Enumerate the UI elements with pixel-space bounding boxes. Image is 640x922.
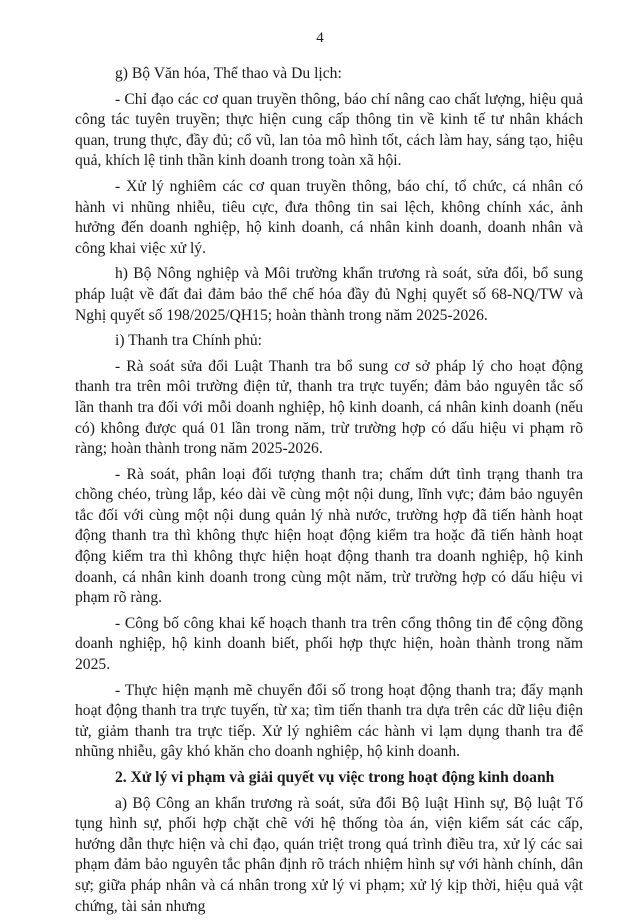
paragraph-h: h) Bộ Nông nghiệp và Môi trường khẩn trương rà soát, sửa đổi, bổ sung pháp luật về đất đai đảm bảo thể chế hóa đầy đủ Nghị quyết số 68-NQ/TW và Nghị quyết số 198/2025/QH15; hoàn thành trong năm 2025-2026. xyxy=(75,265,583,324)
paragraph-i-bullet-3: - Công bố công khai kế hoạch thanh tra trên cổng thông tin để cộng đồng doanh nghiệp, hộ kinh doanh biết, phối hợp thực hiện, hoàn thành trong năm 2025. xyxy=(75,614,583,674)
paragraph-g-heading: g) Bộ Văn hóa, Thể thao và Du lịch: xyxy=(115,65,342,82)
document-body xyxy=(75,64,583,922)
paragraph-i-bullet-1: - Rà soát sửa đổi Luật Thanh tra bổ sung cơ sở pháp lý cho hoạt động thanh tra trên môi trường điện tử, thanh tra trực tuyến; đảm bảo nguyên tắc số lần thanh tra đối với mỗi doanh nghiệp, hộ kinh doanh, cá nhân kinh doanh (nếu có) không được quá 01 lần trong năm, trừ trường hợp có dấu hiệu vi phạm rõ ràng; hoàn thành trong năm 2025-2026. xyxy=(75,357,583,458)
page-number: 4 xyxy=(316,30,324,46)
paragraph-g-bullet-2: - Xử lý nghiêm các cơ quan truyền thông, báo chí, tổ chức, cá nhân có hành vi nhũng nhiễu, tiêu cực, đưa thông tin sai lệch, không chính xác, ảnh hưởng đến doanh nghiệp, hộ kinh doanh, cá nhân kinh doanh, doanh nhân và công khai việc xử lý. xyxy=(75,177,583,257)
paragraph-i-heading: i) Thanh tra Chính phủ: xyxy=(115,332,262,350)
paragraph-i-bullet-2: - Rà soát, phân loại đối tượng thanh tra; chấm dứt tình trạng thanh tra chồng chéo, trùng lắp, kéo dài về cùng một nội dung, lĩnh vực; đảm bảo nguyên tắc đối với cùng một nội dung quản lý nhà nước, trường hợp đã tiến hành hoạt động thanh tra thì không thực hiện hoạt động kiểm tra hoặc đã tiến hành hoạt động kiểm tra thì không thực hiện hoạt động thanh tra doanh nghiệp, hộ kinh doanh, cá nhân kinh doanh trong cùng một năm, trừ trường hợp có dấu hiệu vi phạm rõ ràng. xyxy=(75,465,583,607)
section-2-heading: 2. Xử lý vi phạm và giải quyết vụ việc trong hoạt động kinh doanh xyxy=(115,769,555,786)
paragraph-2a: a) Bộ Công an khẩn trương rà soát, sửa đổi Bộ luật Hình sự, Bộ luật Tố tụng hình sự, phối hợp chặt chẽ với hệ thống tòa án, viện kiểm sát các cấp, hướng dẫn thực hiện và chỉ đạo, quán triệt trong quá trình điều tra, xử lý các sai phạm đảm bảo nguyên tắc phân định rõ trách nhiệm hình sự với hành chính, dân sự; giữa pháp nhân và cá nhân trong xử lý vi phạm; xử lý kịp thời, hiệu quả vật chứng, tài sản nhưng xyxy=(75,794,583,915)
paragraph-g-bullet-1: - Chỉ đạo các cơ quan truyền thông, báo chí nâng cao chất lượng, hiệu quả công tác tuyên truyền; thực hiện cung cấp thông tin về kinh tế tư nhân khách quan, trung thực, đầy đủ; cổ vũ, lan tỏa mô hình tốt, cách làm hay, sáng tạo, hiệu quả, khích lệ tinh thần kinh doanh trong toàn xã hội. xyxy=(75,90,583,170)
paragraph-i-bullet-4: - Thực hiện mạnh mẽ chuyển đổi số trong hoạt động thanh tra; đẩy mạnh hoạt động thanh tra trực tuyến, từ xa; tìm tiến thanh tra dựa trên các dữ liệu điện tử, giảm thanh tra trực tiếp. Xử lý nghiêm các hành vi lạm dụng thanh tra để nhũng nhiễu, gây khó khăn cho doanh nghiệp, hộ kinh doanh. xyxy=(75,681,583,761)
